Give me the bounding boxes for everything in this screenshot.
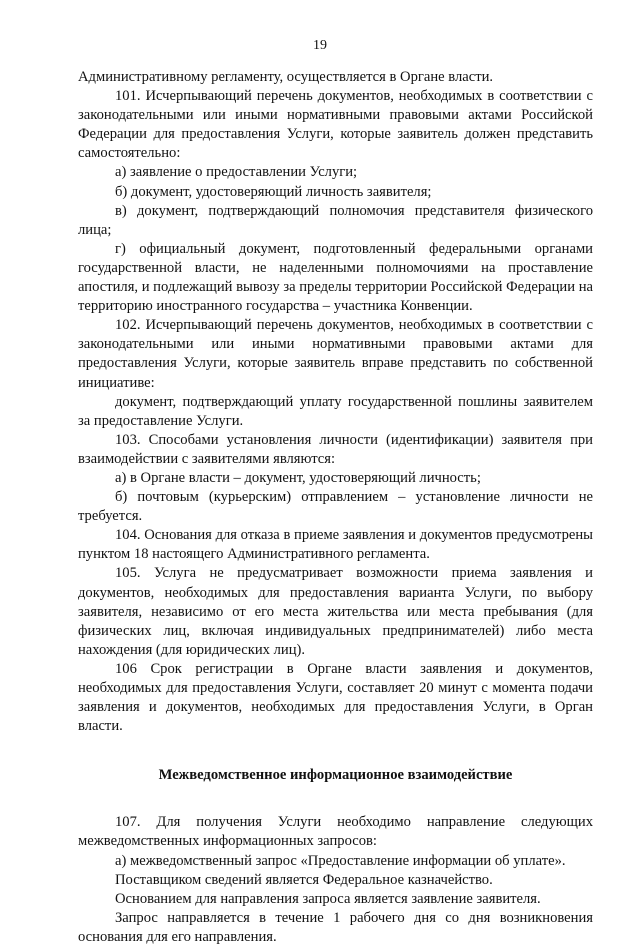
paragraph: Запрос направляется в течение 1 рабочего дня со дня возникновения основания для его направления. [78,909,593,945]
paragraph: Поставщиком сведений является Федеральное казначейство. [115,871,493,888]
paragraph: в) документ, подтверждающий полномочия представителя физического лица; [78,202,593,238]
document-body [78,68,593,947]
paragraph: 103. Способами установления личности (идентификации) заявителя при взаимодействии с заявителями являются: [78,431,593,467]
paragraph: а) межведомственный запрос «Предоставление информации об уплате». [115,852,566,869]
paragraph: 104. Основания для отказа в приеме заявления и документов предусмотрены пунктом 18 настоящего Административного регламента. [78,527,593,563]
paragraph: Административному регламенту, осуществляется в Органе власти. [78,69,494,85]
paragraph: 106 Срок регистрации в Органе власти заявления и документов, необходимых для предоставления Услуги, составляет 20 минут с момента подачи заявления и документов, необходимых для предоставления Услуги, в Орган власти. [78,660,593,735]
paragraph: б) почтовым (курьерским) отправлением – установление личности не требуется. [78,489,593,525]
section-after-heading [78,813,593,947]
paragraph: Основанием для направления запроса является заявление заявителя. [115,890,541,907]
paragraph: 101. Исчерпывающий перечень документов, необходимых в соответствии с законодательными или иными нормативными правовыми актами Российской Федерации для предоставления Услуги, которые заявитель должен представить самостоятельно: [78,88,593,162]
paragraph: а) в Органе власти – документ, удостоверяющий личность; [115,469,481,486]
paragraph: б) документ, удостоверяющий личность заявителя; [115,183,432,200]
paragraph: 102. Исчерпывающий перечень документов, необходимых в соответствии с законодательными или иными нормативными правовыми актами для предоставления Услуги, которые заявитель вправе представить по собственной инициативе: [78,317,593,391]
paragraph: 107. Для получения Услуги необходимо направление следующих межведомственных информационных запросов: [78,814,593,850]
paragraph: г) официальный документ, подготовленный федеральными органами государственной власти, не наделенными полномочиями на проставление апостиля, и подлежащий вывозу за пределы территории Российской Федерации на территорию иностранного государства – участника Конвенции. [78,240,593,315]
page-number: 19 [313,38,327,53]
paragraph: а) заявление о предоставлении Услуги; [115,164,358,181]
section-before-heading [78,68,593,736]
paragraph: документ, подтверждающий уплату государственной пошлины заявителем за предоставление Услуги. [78,393,593,429]
paragraph: 105. Услуга не предусматривает возможности приема заявления и документов, необходимых для предоставления варианта Услуги, по выбору заявителя, независимо от его места жительства или места пребывания (для физических лиц, включая индивидуальных предпринимателей) либо места нахождения (для юридических лиц). [78,565,593,658]
section-heading: Межведомственное информационное взаимодействие [158,767,513,784]
